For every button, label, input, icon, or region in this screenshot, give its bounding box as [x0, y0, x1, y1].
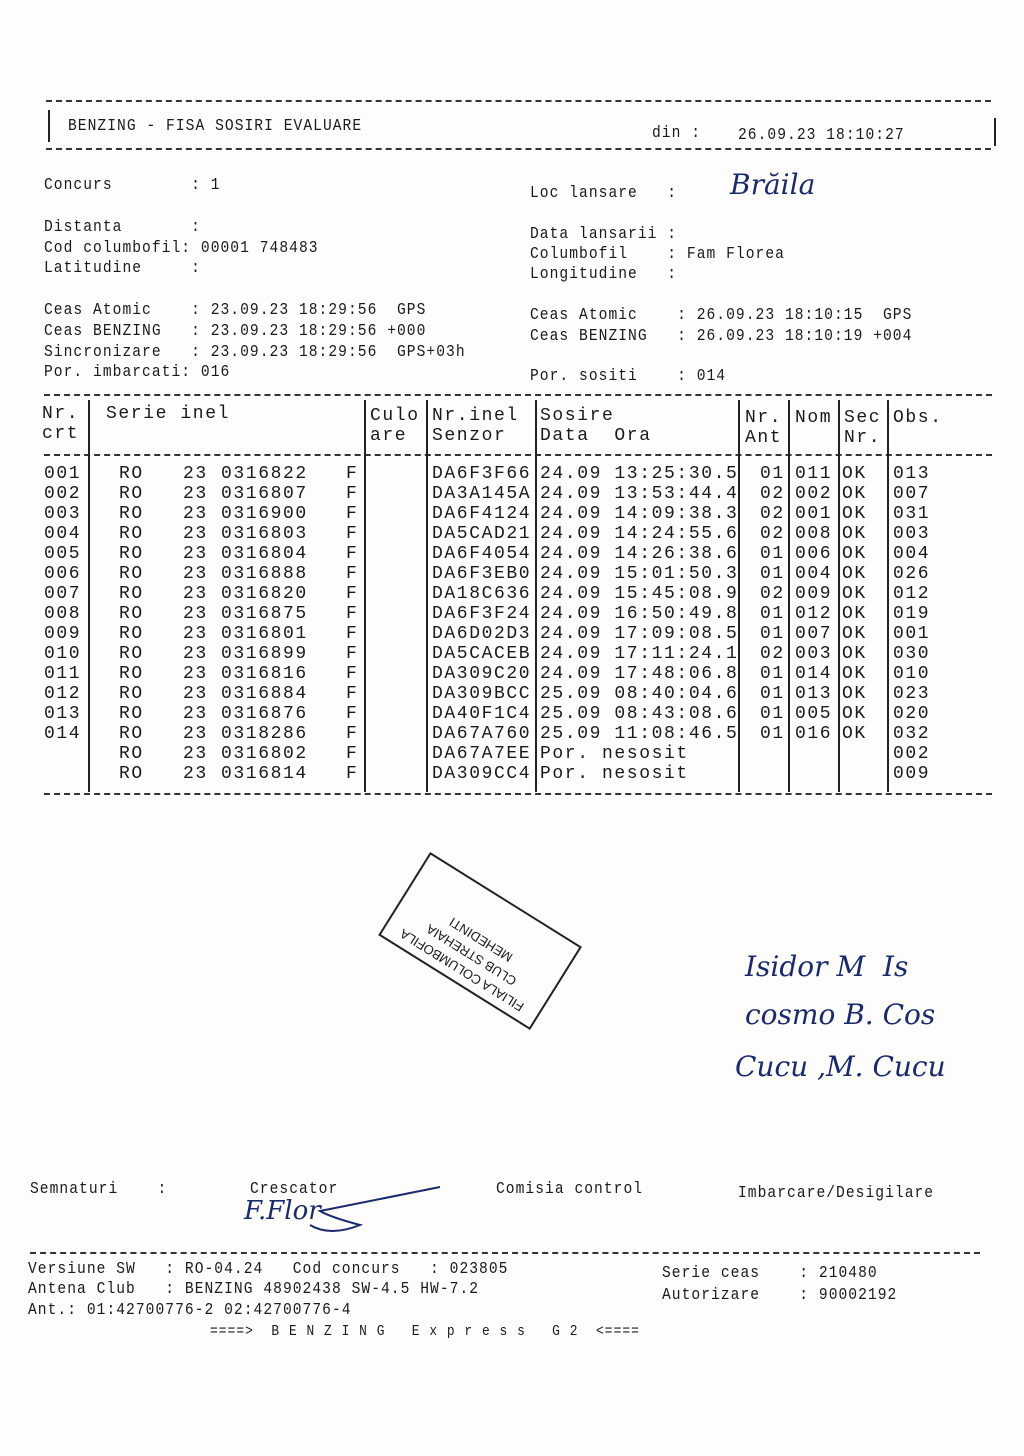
cell-nom: 013 [795, 684, 833, 704]
cell-nr-crt: 001 [44, 464, 82, 484]
cell-country: RO [119, 744, 144, 764]
cell-country: RO [119, 604, 144, 624]
cell-sec: OK [842, 524, 867, 544]
cell-obs: 012 [893, 584, 931, 604]
cell-nom: 016 [795, 724, 833, 744]
footer-autorizare: Autorizare : 90002192 [662, 1286, 898, 1305]
ceas-atomic-start: Ceas Atomic : 23.09.23 18:29:56 GPS [44, 301, 427, 320]
cod-columbofil: Cod columbofil: 00001 748483 [44, 239, 319, 258]
data-lansarii: Data lansarii : [530, 225, 678, 244]
cell-nr-crt: 012 [44, 684, 82, 704]
cell-nom: 009 [795, 584, 833, 604]
col-nr-inel: Nr.inel [432, 406, 519, 426]
cell-nr-ant: 02 [760, 504, 785, 524]
cell-sex: F [346, 544, 359, 564]
cell-year: 23 [183, 724, 208, 744]
cell-sensor: DA6D02D3 [432, 624, 532, 644]
cell-sensor: DA6F3F24 [432, 604, 532, 624]
cell-sec: OK [842, 724, 867, 744]
cell-country: RO [119, 664, 144, 684]
ceas-benzing-start: Ceas BENZING : 23.09.23 18:29:56 +000 [44, 322, 427, 341]
cell-sec: OK [842, 544, 867, 564]
loc-lansare-label: Loc lansare : [530, 184, 678, 203]
cell-nr-ant: 01 [760, 684, 785, 704]
table-row [0, 764, 1000, 784]
cell-sensor: DA67A760 [432, 724, 532, 744]
cell-country: RO [119, 764, 144, 784]
divider [30, 1252, 980, 1254]
longitudine: Longitudine : [530, 265, 678, 284]
cell-obs: 010 [893, 664, 931, 684]
cell-obs: 031 [893, 504, 931, 524]
cell-sensor: DA5CACEB [432, 644, 532, 664]
cell-sex: F [346, 484, 359, 504]
cell-country: RO [119, 684, 144, 704]
cell-obs: 013 [893, 464, 931, 484]
cell-country: RO [119, 524, 144, 544]
cell-obs: 003 [893, 524, 931, 544]
cell-nom: 001 [795, 504, 833, 524]
col-nom: Nom [795, 408, 833, 428]
cell-nr-ant: 01 [760, 724, 785, 744]
cell-obs: 026 [893, 564, 931, 584]
cell-nr-crt: 003 [44, 504, 82, 524]
cell-sec: OK [842, 644, 867, 664]
divider [44, 454, 992, 456]
cell-sec: OK [842, 564, 867, 584]
columbofil: Columbofil : Fam Florea [530, 245, 785, 264]
cell-ring-number: 0316822 [221, 464, 308, 484]
cell-year: 23 [183, 524, 208, 544]
cell-nom: 004 [795, 564, 833, 584]
cell-sensor: DA18C636 [432, 584, 532, 604]
cell-obs: 019 [893, 604, 931, 624]
cell-sex: F [346, 584, 359, 604]
cell-arrival: 24.09 14:24:55.6 [540, 524, 739, 544]
cell-ring-number: 0316807 [221, 484, 308, 504]
cell-sensor: DA309C20 [432, 664, 532, 684]
cell-arrival: 24.09 15:01:50.3 [540, 564, 739, 584]
footer-versiune: Versiune SW : RO-04.24 Cod concurs : 023805 [28, 1260, 509, 1279]
cell-sex: F [346, 504, 359, 524]
cell-year: 23 [183, 484, 208, 504]
cell-sex: F [346, 464, 359, 484]
cell-country: RO [119, 624, 144, 644]
cell-year: 23 [183, 504, 208, 524]
cell-sensor: DA6F3F66 [432, 464, 532, 484]
cell-ring-number: 0316899 [221, 644, 308, 664]
cell-ring-number: 0316804 [221, 544, 308, 564]
cell-sec: OK [842, 464, 867, 484]
table-row [0, 484, 1000, 504]
cell-sensor: DA6F4124 [432, 504, 532, 524]
cell-obs: 001 [893, 624, 931, 644]
table-row [0, 704, 1000, 724]
table-row [0, 744, 1000, 764]
cell-nr-crt: 009 [44, 624, 82, 644]
cell-arrival: 24.09 14:26:38.6 [540, 544, 739, 564]
cell-year: 23 [183, 604, 208, 624]
imbarcare-label: Imbarcare/Desigilare [738, 1184, 935, 1203]
cell-country: RO [119, 564, 144, 584]
table-row [0, 684, 1000, 704]
column-line [887, 400, 889, 792]
divider [46, 100, 991, 102]
cell-year: 23 [183, 584, 208, 604]
cell-nr-ant: 02 [760, 644, 785, 664]
cell-year: 23 [183, 744, 208, 764]
cell-ring-number: 0316876 [221, 704, 308, 724]
date-label: din : [652, 124, 702, 143]
cell-arrival: 24.09 14:09:38.3 [540, 504, 739, 524]
cell-arrival: 24.09 13:53:44.4 [540, 484, 739, 504]
table-row [0, 584, 1000, 604]
column-line [364, 400, 366, 792]
column-line [88, 400, 90, 792]
cell-obs: 020 [893, 704, 931, 724]
cell-sensor: DA67A7EE [432, 744, 532, 764]
col-serie-inel: Serie inel [106, 404, 231, 424]
cell-ring-number: 0316816 [221, 664, 308, 684]
footer-serie-ceas: Serie ceas : 210480 [662, 1264, 878, 1283]
cell-nr-crt: 004 [44, 524, 82, 544]
cell-nr-crt: 005 [44, 544, 82, 564]
cell-ring-number: 0316802 [221, 744, 308, 764]
cell-sensor: DA5CAD21 [432, 524, 532, 544]
loc-lansare-handwritten: Brăila [730, 168, 816, 201]
cell-arrival: 24.09 15:45:08.9 [540, 584, 739, 604]
cell-ring-number: 0316875 [221, 604, 308, 624]
cell-nom: 014 [795, 664, 833, 684]
divider [48, 110, 50, 142]
col-nr-ant: Nr. [745, 408, 783, 428]
cell-sec: OK [842, 484, 867, 504]
cell-nom: 008 [795, 524, 833, 544]
cell-nr-ant: 01 [760, 464, 785, 484]
crescator-signature: F.Flor [244, 1196, 321, 1226]
cell-ring-number: 0316884 [221, 684, 308, 704]
table-row [0, 604, 1000, 624]
cell-sensor: DA6F4054 [432, 544, 532, 564]
cell-sensor: DA40F1C4 [432, 704, 532, 724]
cell-arrival: 24.09 17:09:08.5 [540, 624, 739, 644]
table-row [0, 724, 1000, 744]
cell-year: 23 [183, 624, 208, 644]
cell-sensor: DA6F3EB0 [432, 564, 532, 584]
comisia-label: Comisia control [496, 1180, 644, 1199]
cell-nr-ant: 01 [760, 544, 785, 564]
cell-arrival: 25.09 08:40:04.6 [540, 684, 739, 704]
table-row [0, 564, 1000, 584]
cell-year: 23 [183, 544, 208, 564]
cell-obs: 023 [893, 684, 931, 704]
cell-year: 23 [183, 564, 208, 584]
col-sec: Sec [844, 408, 882, 428]
cell-arrival: 24.09 16:50:49.8 [540, 604, 739, 624]
report-date: 26.09.23 18:10:27 [738, 126, 905, 145]
col-sec-nr: Nr. [844, 428, 882, 448]
divider [44, 394, 992, 396]
cell-obs: 030 [893, 644, 931, 664]
cell-country: RO [119, 644, 144, 664]
cell-nom: 005 [795, 704, 833, 724]
cell-nr-crt: 013 [44, 704, 82, 724]
cell-sec: OK [842, 664, 867, 684]
cell-nom: 007 [795, 624, 833, 644]
handwritten-signature: Cucu ,M. Cucu [735, 1050, 946, 1083]
cell-sensor: DA309CC4 [432, 764, 532, 784]
semnaturi-label: Semnaturi : [30, 1180, 168, 1199]
cell-sex: F [346, 564, 359, 584]
cell-nr-crt: 011 [44, 664, 82, 684]
table-row [0, 624, 1000, 644]
cell-ring-number: 0316801 [221, 624, 308, 644]
cell-ring-number: 0316820 [221, 584, 308, 604]
col-nr: Nr. [42, 404, 80, 424]
cell-nom: 011 [795, 464, 833, 484]
column-line [738, 400, 740, 792]
cell-arrival: 24.09 13:25:30.5 [540, 464, 739, 484]
distanta: Distanta : [44, 218, 201, 237]
col-data-ora: Data Ora [540, 426, 652, 446]
cell-sex: F [346, 684, 359, 704]
table-row [0, 504, 1000, 524]
handwritten-signature: cosmo B. Cos [745, 998, 936, 1031]
table-row [0, 644, 1000, 664]
col-crt: crt [42, 424, 80, 444]
cell-nr-crt: 002 [44, 484, 82, 504]
cell-arrival: Por. nesosit [540, 764, 689, 784]
cell-arrival: 25.09 11:08:46.5 [540, 724, 739, 744]
table-row [0, 664, 1000, 684]
table-row [0, 544, 1000, 564]
cell-sec: OK [842, 584, 867, 604]
cell-nr-ant: 01 [760, 624, 785, 644]
column-line [838, 400, 840, 792]
cell-nr-crt: 008 [44, 604, 82, 624]
cell-ring-number: 0316888 [221, 564, 308, 584]
cell-sex: F [346, 524, 359, 544]
cell-nr-crt: 014 [44, 724, 82, 744]
cell-obs: 007 [893, 484, 931, 504]
col-sosire: Sosire [540, 406, 615, 426]
footer-antena: Antena Club : BENZING 48902438 SW-4.5 HW-7.2 [28, 1280, 480, 1299]
cell-sex: F [346, 664, 359, 684]
cell-nr-ant: 02 [760, 524, 785, 544]
sincronizare: Sincronizare : 23.09.23 18:29:56 GPS+03h [44, 343, 466, 362]
cell-sec: OK [842, 624, 867, 644]
cell-ring-number: 0316814 [221, 764, 308, 784]
ceas-atomic-end: Ceas Atomic : 26.09.23 18:10:15 GPS [530, 306, 913, 325]
divider [994, 118, 996, 146]
cell-nom: 002 [795, 484, 833, 504]
footer-ant: Ant.: 01:42700776-2 02:42700776-4 [28, 1301, 352, 1320]
report-title: BENZING - FISA SOSIRI EVALUARE [68, 117, 363, 136]
cell-ring-number: 0316900 [221, 504, 308, 524]
divider [46, 148, 991, 150]
table-row [0, 464, 1000, 484]
cell-arrival: 24.09 17:11:24.1 [540, 644, 739, 664]
cell-nr-ant: 02 [760, 484, 785, 504]
cell-year: 23 [183, 464, 208, 484]
cell-arrival: Por. nesosit [540, 744, 689, 764]
cell-sec: OK [842, 604, 867, 624]
column-line [535, 400, 537, 792]
col-senzor: Senzor [432, 426, 507, 446]
cell-obs: 004 [893, 544, 931, 564]
cell-nr-ant: 01 [760, 664, 785, 684]
cell-nr-ant: 02 [760, 584, 785, 604]
cell-country: RO [119, 544, 144, 564]
cell-sex: F [346, 624, 359, 644]
cell-year: 23 [183, 704, 208, 724]
cell-arrival: 24.09 17:48:06.8 [540, 664, 739, 684]
cell-country: RO [119, 724, 144, 744]
column-line [788, 400, 790, 792]
col-ant: Ant [745, 428, 783, 448]
col-culoare-2: are [370, 426, 408, 446]
cell-sex: F [346, 644, 359, 664]
cell-nr-crt: 006 [44, 564, 82, 584]
cell-nr-crt: 007 [44, 584, 82, 604]
latitudine: Latitudine : [44, 259, 201, 278]
cell-country: RO [119, 704, 144, 724]
concurs: Concurs : 1 [44, 176, 221, 195]
table-row [0, 524, 1000, 544]
cell-nr-ant: 01 [760, 704, 785, 724]
club-stamp: FILIALA COLUMBOFILA CLUB STREHAIA MEHEDINTI [378, 852, 582, 1030]
cell-year: 23 [183, 764, 208, 784]
column-line [426, 400, 428, 792]
ceas-benzing-end: Ceas BENZING : 26.09.23 18:10:19 +004 [530, 327, 913, 346]
cell-sec: OK [842, 704, 867, 724]
col-obs: Obs. [893, 408, 943, 428]
divider [44, 793, 992, 795]
cell-sex: F [346, 704, 359, 724]
cell-country: RO [119, 504, 144, 524]
cell-nr-crt: 010 [44, 644, 82, 664]
cell-ring-number: 0318286 [221, 724, 308, 744]
cell-year: 23 [183, 644, 208, 664]
cell-country: RO [119, 584, 144, 604]
cell-nr-ant: 01 [760, 604, 785, 624]
cell-nr-ant: 01 [760, 564, 785, 584]
cell-obs: 009 [893, 764, 931, 784]
cell-obs: 032 [893, 724, 931, 744]
cell-year: 23 [183, 664, 208, 684]
cell-sensor: DA3A145A [432, 484, 532, 504]
cell-sec: OK [842, 684, 867, 704]
cell-country: RO [119, 484, 144, 504]
cell-sensor: DA309BCC [432, 684, 532, 704]
cell-obs: 002 [893, 744, 931, 764]
cell-ring-number: 0316803 [221, 524, 308, 544]
cell-year: 23 [183, 684, 208, 704]
cell-country: RO [119, 464, 144, 484]
por-sositi: Por. sositi : 014 [530, 367, 727, 386]
cell-sex: F [346, 744, 359, 764]
cell-nom: 006 [795, 544, 833, 564]
col-culoare: Culo [370, 406, 420, 426]
por-imbarcati: Por. imbarcati: 016 [44, 363, 231, 382]
cell-sex: F [346, 724, 359, 744]
cell-sex: F [346, 764, 359, 784]
cell-sec: OK [842, 504, 867, 524]
cell-sex: F [346, 604, 359, 624]
cell-arrival: 25.09 08:43:08.6 [540, 704, 739, 724]
cell-nom: 003 [795, 644, 833, 664]
footer-brand: ====> B E N Z I N G E x p r e s s G 2 <==== [210, 1323, 640, 1340]
cell-nom: 012 [795, 604, 833, 624]
handwritten-signature: Isidor M Is [745, 950, 909, 983]
crescator-label: Crescator [250, 1180, 339, 1199]
